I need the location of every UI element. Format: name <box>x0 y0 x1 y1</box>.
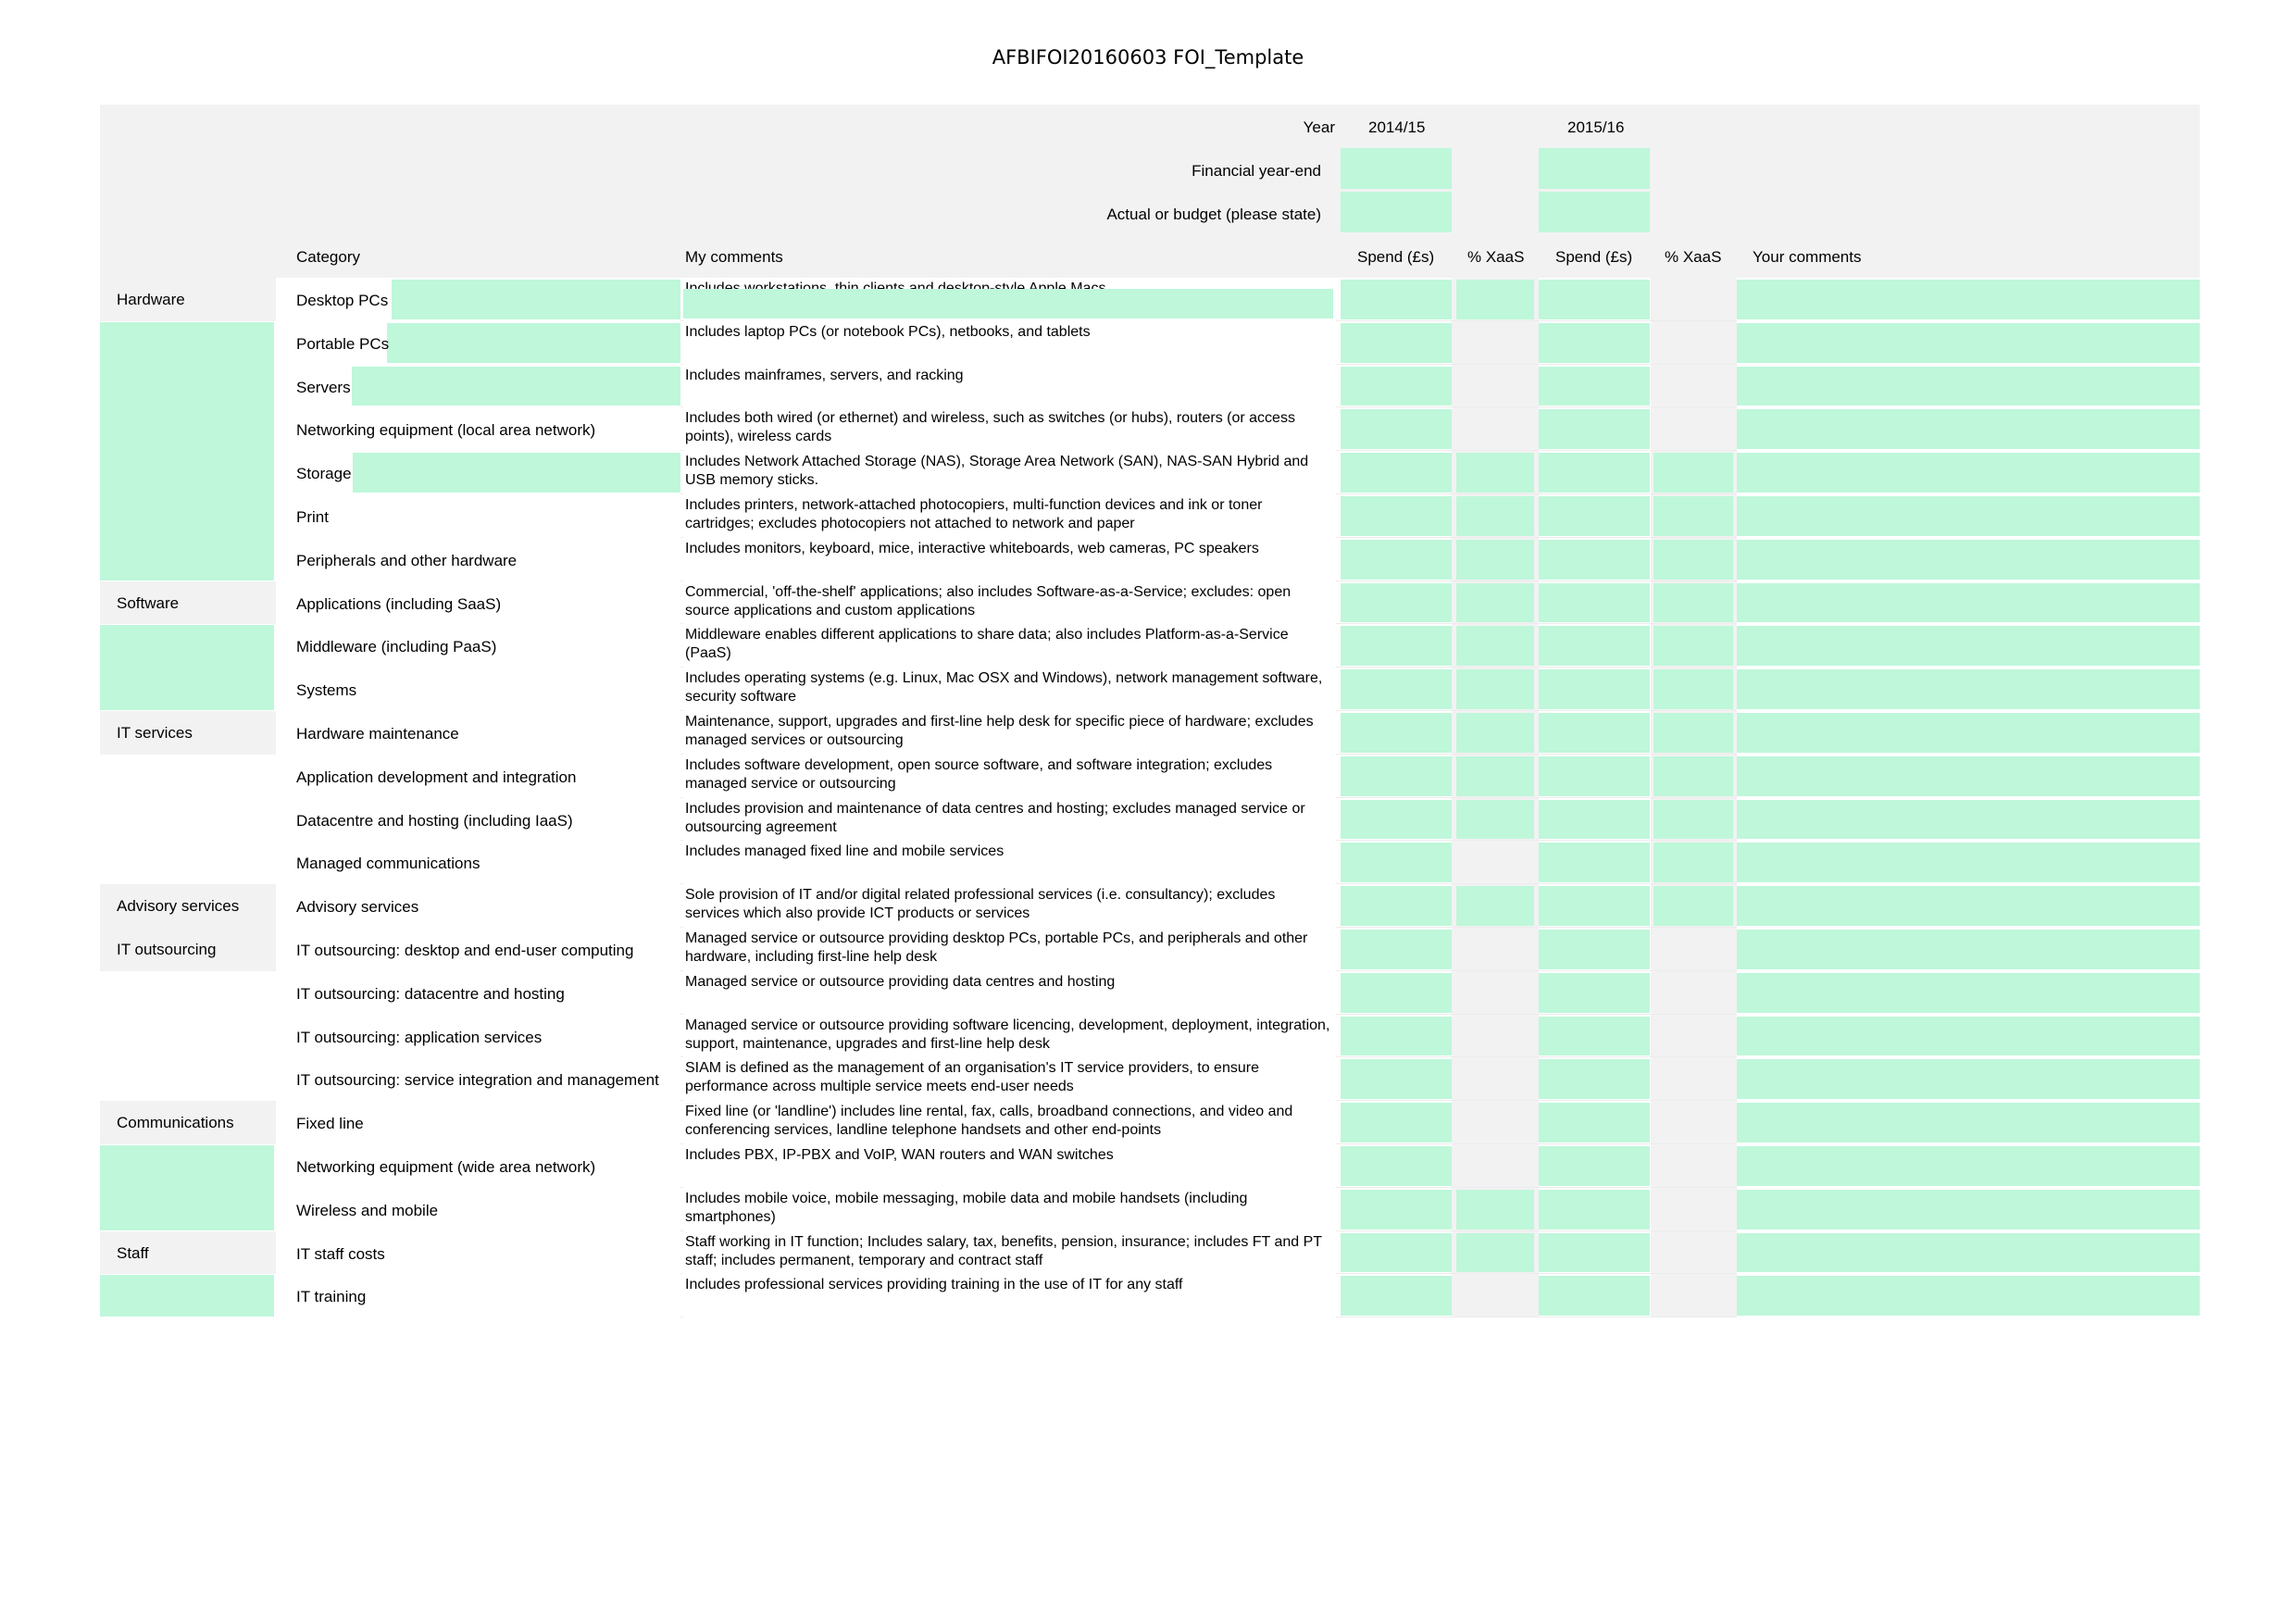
xaas-2015-16-input[interactable] <box>1653 713 1733 753</box>
spend-2015-16-input[interactable] <box>1539 1059 1650 1099</box>
xaas-2014-15-input[interactable] <box>1456 756 1534 796</box>
your-comments-input[interactable] <box>1737 496 2200 536</box>
category-label: Print <box>296 508 329 526</box>
group-label-software: Software <box>117 593 180 612</box>
your-comments-input[interactable] <box>1737 1276 2200 1316</box>
spend-2015-16-input[interactable] <box>1539 626 1650 666</box>
spend-2014-15-input[interactable] <box>1341 756 1452 796</box>
group-input-5[interactable] <box>100 1145 274 1230</box>
spend-2015-16-input[interactable] <box>1539 583 1650 623</box>
category-label: Advisory services <box>296 898 419 917</box>
spend-2014-15-input[interactable] <box>1341 496 1452 536</box>
actual-or-budget-2015-16-input[interactable] <box>1539 192 1650 232</box>
your-comments-input[interactable] <box>1737 886 2200 926</box>
spend-2014-15-input[interactable] <box>1341 540 1452 580</box>
comment-text: Includes software development, open source software, and software integration; excludes managed service or outsourcing <box>685 756 1273 792</box>
xaas-2015-16-input[interactable] <box>1653 669 1733 709</box>
your-comments-input[interactable] <box>1737 409 2200 449</box>
spend-2015-16-input[interactable] <box>1539 886 1650 926</box>
category-label: IT outsourcing: desktop and end-user computing <box>296 942 634 959</box>
spend-2014-15-input[interactable] <box>1341 1190 1452 1230</box>
your-comments-input[interactable] <box>1737 1233 2200 1273</box>
spend-2015-16-input[interactable] <box>1539 540 1650 580</box>
my-comments-column-header: My comments <box>685 248 783 266</box>
group-label-hardware: Hardware <box>117 291 185 308</box>
your-comments-input[interactable] <box>1737 367 2200 406</box>
category-input[interactable] <box>353 453 680 493</box>
category-label: Hardware maintenance <box>296 725 459 743</box>
your-comments-input[interactable] <box>1737 669 2200 709</box>
category-label: Networking equipment (local area network) <box>296 421 596 440</box>
your-comments-input[interactable] <box>1737 713 2200 753</box>
spend-2014-15-input[interactable] <box>1341 453 1452 493</box>
xaas-2015-16-input[interactable] <box>1653 886 1733 926</box>
xaas-2014-15-input[interactable] <box>1456 713 1534 753</box>
actual-or-budget-label: Actual or budget (please state) <box>1106 206 1321 223</box>
category-label: Servers <box>296 378 351 396</box>
spend-2015-16-input[interactable] <box>1539 800 1650 840</box>
comment-text: Middleware enables different applications to share data; also includes Platform-as-a-Service (PaaS) <box>685 627 1289 662</box>
spend-2014-15-input[interactable] <box>1341 800 1452 840</box>
spend-2015-16-input[interactable] <box>1539 409 1650 449</box>
comment-text: Sole provision of IT and/or digital related professional services (i.e. consultancy); excludes services which also provide ICT products or services <box>685 887 1276 922</box>
spend-2014-15-input[interactable] <box>1341 1146 1452 1186</box>
spend-2014-15-input[interactable] <box>1341 280 1452 319</box>
category-label: Middleware (including PaaS) <box>296 638 497 656</box>
group-label-it-outsourcing: IT outsourcing <box>117 941 217 958</box>
xaas-2014-15-input[interactable] <box>1456 583 1534 623</box>
category-label: IT outsourcing: service integration and management <box>296 1071 659 1090</box>
spend-2015-16-input[interactable] <box>1539 1017 1650 1056</box>
xaas-2014-15-input[interactable] <box>1456 800 1534 840</box>
spend-2014-15-input[interactable] <box>1341 1017 1452 1056</box>
category-label: IT outsourcing: application services <box>296 1028 543 1046</box>
comment-text: Includes Network Attached Storage (NAS), Storage Area Network (SAN), NAS-SAN Hybrid and USB memory sticks. <box>685 454 1309 489</box>
year-label: Year <box>1303 119 1335 136</box>
xaas-2014-15-input[interactable] <box>1456 669 1534 709</box>
spend-2015-16-input[interactable] <box>1539 669 1650 709</box>
comment-text: Includes operating systems (e.g. Linux, Mac OSX and Windows), network management software, security software <box>685 670 1323 705</box>
spend-2015-16-input[interactable] <box>1539 930 1650 969</box>
category-label: Networking equipment (wide area network) <box>296 1158 596 1176</box>
comment-text: Includes monitors, keyboard, mice, interactive whiteboards, web cameras, PC speakers <box>685 540 1259 556</box>
spend-2015-16-input[interactable] <box>1539 496 1650 536</box>
year-2015-16: 2015/16 <box>1567 119 1625 136</box>
spend-2014-15-input[interactable] <box>1341 323 1452 363</box>
spend-2015-16-input[interactable] <box>1539 713 1650 753</box>
comment-text: Includes laptop PCs (or notebook PCs), netbooks, and tablets <box>685 323 1091 340</box>
spend-2015-16-input[interactable] <box>1539 1190 1650 1230</box>
your-comments-input[interactable] <box>1737 453 2200 493</box>
xaas-2014-15-input[interactable] <box>1456 626 1534 666</box>
your-comments-input[interactable] <box>1737 800 2200 840</box>
spend-2015-16-input[interactable] <box>1539 323 1650 363</box>
group-label-it-services: IT services <box>117 724 193 742</box>
comment-text: Includes managed fixed line and mobile services <box>685 843 1004 860</box>
xaas-2014-15-input[interactable] <box>1456 886 1534 926</box>
your-comments-input[interactable] <box>1737 583 2200 623</box>
category-label: IT outsourcing: datacentre and hosting <box>296 984 565 1003</box>
xaas-2015-16-input[interactable] <box>1653 583 1733 623</box>
your-comments-input[interactable] <box>1737 756 2200 796</box>
year-2014-15: 2014/15 <box>1368 119 1426 136</box>
comment-text: Includes both wired (or ethernet) and wireless, such as switches (or hubs), routers (or access points), wireless cards <box>685 410 1295 445</box>
comment-text: Includes printers, network-attached photocopiers, multi-function devices and ink or toner cartridges; excludes photocopiers not attached to network and paper <box>685 497 1263 531</box>
your-comments-column-header: Your comments <box>1753 248 1862 266</box>
spend-2014-15-input[interactable] <box>1341 1233 1452 1273</box>
category-label: Fixed line <box>296 1115 364 1133</box>
spend-2015-16-input[interactable] <box>1539 453 1650 493</box>
category-label: Applications (including SaaS) <box>296 594 502 613</box>
actual-or-budget-2014-15-input[interactable] <box>1341 192 1452 232</box>
spend-2014-15-input[interactable] <box>1341 1276 1452 1316</box>
category-label: Wireless and mobile <box>296 1201 439 1219</box>
spend-2015-16-column-header: Spend (£s) <box>1555 248 1633 266</box>
comment-text: Staff working in IT function; Includes salary, tax, benefits, pension, insurance; includes FT and PT staff; includes permanent, temporary and contract staff <box>685 1233 1322 1268</box>
group-label-communications: Communications <box>117 1114 234 1132</box>
spend-2015-16-input[interactable] <box>1539 1146 1650 1186</box>
xaas-2014-15-column-header: % XaaS <box>1467 248 1525 266</box>
spend-2014-15-input[interactable] <box>1341 713 1452 753</box>
spend-2015-16-input[interactable] <box>1539 1103 1650 1142</box>
your-comments-input[interactable] <box>1737 843 2200 882</box>
category-input[interactable] <box>392 280 680 319</box>
spend-2014-15-input[interactable] <box>1341 367 1452 406</box>
comment-text: Includes professional services providing training in the use of IT for any staff <box>685 1277 1183 1293</box>
xaas-2014-15-input[interactable] <box>1456 540 1534 580</box>
category-cell <box>278 494 680 538</box>
spend-2014-15-input[interactable] <box>1341 626 1452 666</box>
category-input[interactable] <box>352 367 680 406</box>
spend-2014-15-input[interactable] <box>1341 886 1452 926</box>
category-label: Storage <box>296 465 352 483</box>
your-comments-input[interactable] <box>1737 1146 2200 1186</box>
xaas-2015-16-input[interactable] <box>1653 540 1733 580</box>
xaas-2015-16-column-header: % XaaS <box>1665 248 1722 266</box>
spend-2014-15-input[interactable] <box>1341 1103 1452 1142</box>
xaas-2015-16-input[interactable] <box>1653 626 1733 666</box>
spend-2015-16-input[interactable] <box>1539 973 1650 1013</box>
spend-2014-15-input[interactable] <box>1341 669 1452 709</box>
comment-text: SIAM is defined as the management of an organisation's IT service providers, to ensure performance across multiple service meets end-user needs <box>685 1060 1259 1095</box>
category-column-header: Category <box>296 248 360 266</box>
xaas-2014-15-input[interactable] <box>1456 453 1534 493</box>
your-comments-input[interactable] <box>1737 930 2200 969</box>
category-label: Application development and integration <box>296 768 577 786</box>
xaas-2015-16-input[interactable] <box>1653 496 1733 536</box>
comment-text: Maintenance, support, upgrades and first-line help desk for specific piece of hardware; excludes managed services or outsourcing <box>685 714 1314 748</box>
your-comments-input[interactable] <box>1737 626 2200 666</box>
comment-text: Managed service or outsource providing desktop PCs, portable PCs, and peripherals and other hardware, including first-line help desk <box>685 930 1308 965</box>
your-comments-input[interactable] <box>1737 280 2200 319</box>
comment-text: Managed service or outsource providing software licencing, development, deployment, integration, support, maintenance, upgrades and first-line help desk <box>685 1017 1330 1052</box>
comment-text: Fixed line (or 'landline') includes line rental, fax, calls, broadband connections, and video and conferencing services, landline telephone handsets and other end-points <box>685 1104 1293 1139</box>
group-input-0[interactable] <box>100 322 274 581</box>
xaas-2014-15-input[interactable] <box>1456 1233 1534 1273</box>
financial-year-end-2015-16-input[interactable] <box>1539 148 1650 189</box>
comment-text: Includes provision and maintenance of data centres and hosting; excludes managed service or outsourcing agreement <box>685 800 1305 835</box>
comment-text: Includes mainframes, servers, and racking <box>685 367 964 383</box>
xaas-2015-16-input[interactable] <box>1653 800 1733 840</box>
your-comments-input[interactable] <box>1737 1190 2200 1230</box>
your-comments-input[interactable] <box>1737 1059 2200 1099</box>
comment-input[interactable] <box>683 289 1333 318</box>
spend-2014-15-input[interactable] <box>1341 1059 1452 1099</box>
group-input-6[interactable] <box>100 1275 274 1317</box>
spend-2015-16-input[interactable] <box>1539 1233 1650 1273</box>
xaas-2015-16-input[interactable] <box>1653 756 1733 796</box>
your-comments-input[interactable] <box>1737 973 2200 1013</box>
spend-2014-15-input[interactable] <box>1341 583 1452 623</box>
your-comments-input[interactable] <box>1737 1017 2200 1056</box>
category-label: Portable PCs <box>296 334 390 353</box>
financial-year-end-2014-15-input[interactable] <box>1341 148 1452 189</box>
group-label-staff: Staff <box>117 1243 149 1262</box>
header-corner <box>100 105 278 278</box>
financial-year-end-label: Financial year-end <box>1192 162 1321 180</box>
category-input[interactable] <box>387 323 680 363</box>
group-label-advisory-services: Advisory services <box>117 897 240 916</box>
spend-2015-16-input[interactable] <box>1539 1276 1650 1316</box>
comment-text: Includes PBX, IP-PBX and VoIP, WAN routers and WAN switches <box>685 1147 1114 1163</box>
category-label: Datacentre and hosting (including IaaS) <box>296 811 573 830</box>
spend-2015-16-input[interactable] <box>1539 280 1650 319</box>
your-comments-input[interactable] <box>1737 323 2200 363</box>
spend-2014-15-input[interactable] <box>1341 409 1452 449</box>
your-comments-input[interactable] <box>1737 540 2200 580</box>
xaas-2015-16-input[interactable] <box>1653 453 1733 493</box>
category-label: Managed communications <box>296 855 480 873</box>
comment-text: Commercial, 'off-the-shelf' applications; also includes Software-as-a-Service; excludes: open source applications and custom applications <box>685 583 1292 618</box>
group-input-1[interactable] <box>100 625 274 710</box>
spend-2014-15-input[interactable] <box>1341 930 1452 969</box>
category-label: Desktop PCs <box>296 292 389 309</box>
category-label: Systems <box>296 681 357 700</box>
comment-text: Includes mobile voice, mobile messaging, mobile data and mobile handsets (including smartphones) <box>685 1190 1248 1225</box>
comment-text: Managed service or outsource providing data centres and hosting <box>685 973 1116 990</box>
category-label: IT training <box>296 1288 367 1306</box>
your-comments-input[interactable] <box>1737 1103 2200 1142</box>
spend-2015-16-input[interactable] <box>1539 367 1650 406</box>
category-label: Peripherals and other hardware <box>296 551 518 569</box>
spend-2014-15-input[interactable] <box>1341 843 1452 882</box>
xaas-2014-15-input[interactable] <box>1456 496 1534 536</box>
xaas-2014-15-input[interactable] <box>1456 280 1534 319</box>
xaas-2015-16-input[interactable] <box>1653 843 1733 882</box>
xaas-2014-15-input[interactable] <box>1456 1190 1534 1230</box>
spend-2014-15-input[interactable] <box>1341 973 1452 1013</box>
spend-2015-16-input[interactable] <box>1539 756 1650 796</box>
page-title: AFBIFOI20160603 FOI_Template <box>992 46 1304 69</box>
spend-2015-16-input[interactable] <box>1539 843 1650 882</box>
spend-2014-15-column-header: Spend (£s) <box>1357 248 1435 266</box>
category-label: IT staff costs <box>296 1244 385 1263</box>
